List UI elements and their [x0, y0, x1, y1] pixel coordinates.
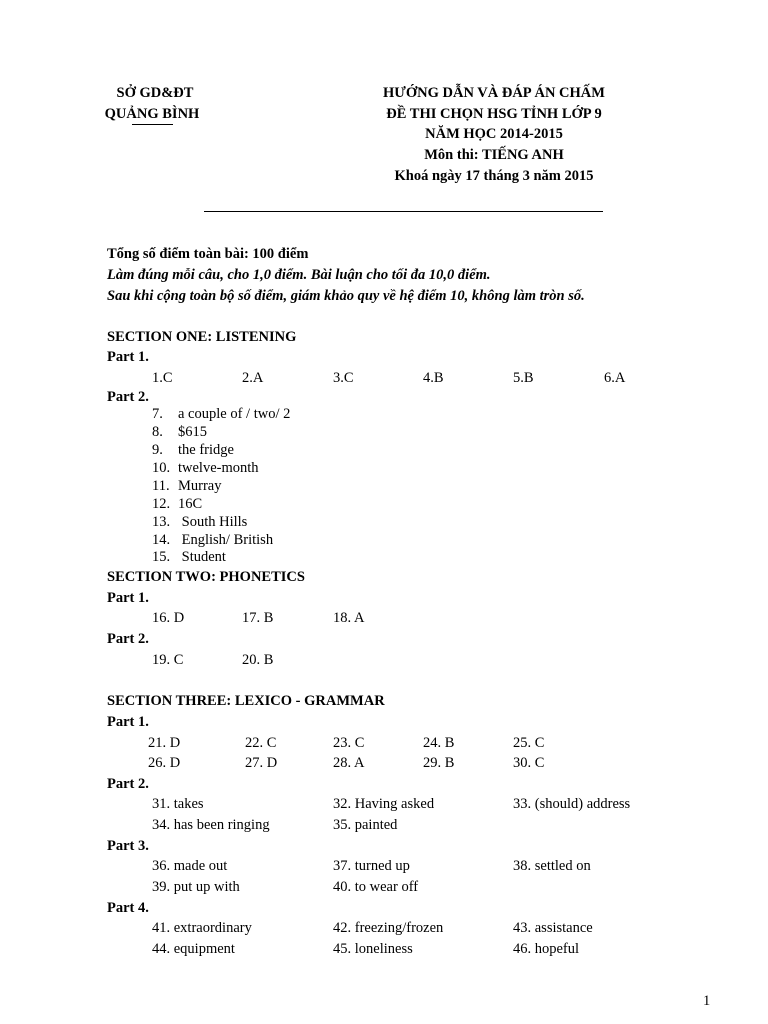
section1-title: SECTION ONE: LISTENING: [107, 329, 297, 345]
answer-item: 2.A: [242, 370, 264, 386]
answer-item: 17. B: [242, 610, 274, 626]
answer-item: 39. put up with: [152, 879, 240, 895]
list-item-text: Student: [178, 549, 226, 565]
answer-item: 32. Having asked: [333, 796, 435, 812]
answer-item: 4.B: [423, 370, 444, 386]
section1-part2-label: Part 2.: [107, 389, 149, 405]
answer-item: 45. loneliness: [333, 941, 413, 957]
answer-item: 40. to wear off: [333, 879, 419, 895]
answer-item: 37. turned up: [333, 858, 410, 874]
answer-item: 46. hopeful: [513, 941, 580, 957]
total-score-line: Tổng số điểm toàn bài: 100 điểm: [107, 246, 309, 262]
list-item-number: 9.: [152, 442, 163, 458]
section3-part2-label: Part 2.: [107, 776, 149, 792]
department-name: SỞ GD&ĐT: [116, 85, 194, 101]
answer-item: 6.A: [604, 370, 626, 386]
list-item-number: 13.: [152, 514, 171, 530]
section2-part2-label: Part 2.: [107, 631, 149, 647]
answer-item: 36. made out: [152, 858, 228, 874]
scoring-note-2: Sau khi cộng toàn bộ số điểm, giám khảo quy về hệ điểm 10, không làm tròn số.: [107, 288, 585, 304]
section2-title: SECTION TWO: PHONETICS: [107, 569, 305, 585]
doc-title-line4: Môn thi: TIẾNG ANH: [424, 147, 564, 163]
answer-item: 16. D: [152, 610, 185, 626]
header-left-underline: [132, 124, 173, 125]
list-item-number: 12.: [152, 496, 171, 512]
list-item-number: 14.: [152, 532, 171, 548]
list-item-text: a couple of / two/ 2: [178, 406, 291, 422]
list-item-number: 7.: [152, 406, 163, 422]
answer-item: 24. B: [423, 735, 455, 751]
answer-item: 3.C: [333, 370, 354, 386]
section3-part4-label: Part 4.: [107, 900, 149, 916]
answer-item: 25. C: [513, 735, 545, 751]
list-item-number: 11.: [152, 478, 170, 494]
page-number: 1: [703, 993, 711, 1009]
section3-part3-label: Part 3.: [107, 838, 149, 854]
answer-item: 19. C: [152, 652, 184, 668]
scoring-note-1: Làm đúng mỗi câu, cho 1,0 điểm. Bài luận cho tối đa 10,0 điểm.: [107, 267, 491, 283]
list-item-text: English/ British: [178, 532, 274, 548]
list-item-text: 16C: [178, 496, 203, 512]
answer-item: 27. D: [245, 755, 278, 771]
answer-item: 22. C: [245, 735, 277, 751]
section1-part1-label: Part 1.: [107, 349, 149, 365]
answer-item: 30. C: [513, 755, 545, 771]
answer-item: 44. equipment: [152, 941, 235, 957]
list-item-text: the fridge: [178, 442, 234, 458]
answer-item: 1.C: [152, 370, 173, 386]
list-item-text: twelve-month: [178, 460, 259, 476]
answer-item: 38. settled on: [513, 858, 591, 874]
answer-item: 33. (should) address: [513, 796, 631, 812]
answer-item: 26. D: [148, 755, 181, 771]
list-item-text: $615: [178, 424, 207, 440]
list-item-text: Murray: [178, 478, 222, 494]
section2-part1-label: Part 1.: [107, 590, 149, 606]
answer-item: 23. C: [333, 735, 365, 751]
list-item-number: 15.: [152, 549, 171, 565]
province-name: QUẢNG BÌNH: [104, 106, 200, 122]
doc-title-line2: ĐỀ THI CHỌN HSG TỈNH LỚP 9: [386, 106, 602, 122]
section3-title: SECTION THREE: LEXICO - GRAMMAR: [107, 693, 385, 709]
doc-title-line5: Khoá ngày 17 tháng 3 năm 2015: [394, 168, 594, 184]
section3-part1-label: Part 1.: [107, 714, 149, 730]
answer-item: 41. extraordinary: [152, 920, 252, 936]
answer-item: 43. assistance: [513, 920, 593, 936]
doc-title-line3: NĂM HỌC 2014-2015: [425, 126, 563, 142]
answer-item: 18. A: [333, 610, 365, 626]
answer-item: 35. painted: [333, 817, 398, 833]
answer-item: 34. has been ringing: [152, 817, 270, 833]
answer-item: 42. freezing/frozen: [333, 920, 444, 936]
answer-item: 31. takes: [152, 796, 204, 812]
list-item-number: 10.: [152, 460, 171, 476]
answer-item: 5.B: [513, 370, 534, 386]
list-item-number: 8.: [152, 424, 163, 440]
header-divider: [204, 211, 603, 212]
answer-item: 28. A: [333, 755, 365, 771]
doc-title-line1: HƯỚNG DẪN VÀ ĐÁP ÁN CHẤM: [383, 85, 605, 101]
answer-item: 20. B: [242, 652, 274, 668]
answer-item: 29. B: [423, 755, 455, 771]
answer-item: 21. D: [148, 735, 181, 751]
list-item-text: South Hills: [178, 514, 248, 530]
